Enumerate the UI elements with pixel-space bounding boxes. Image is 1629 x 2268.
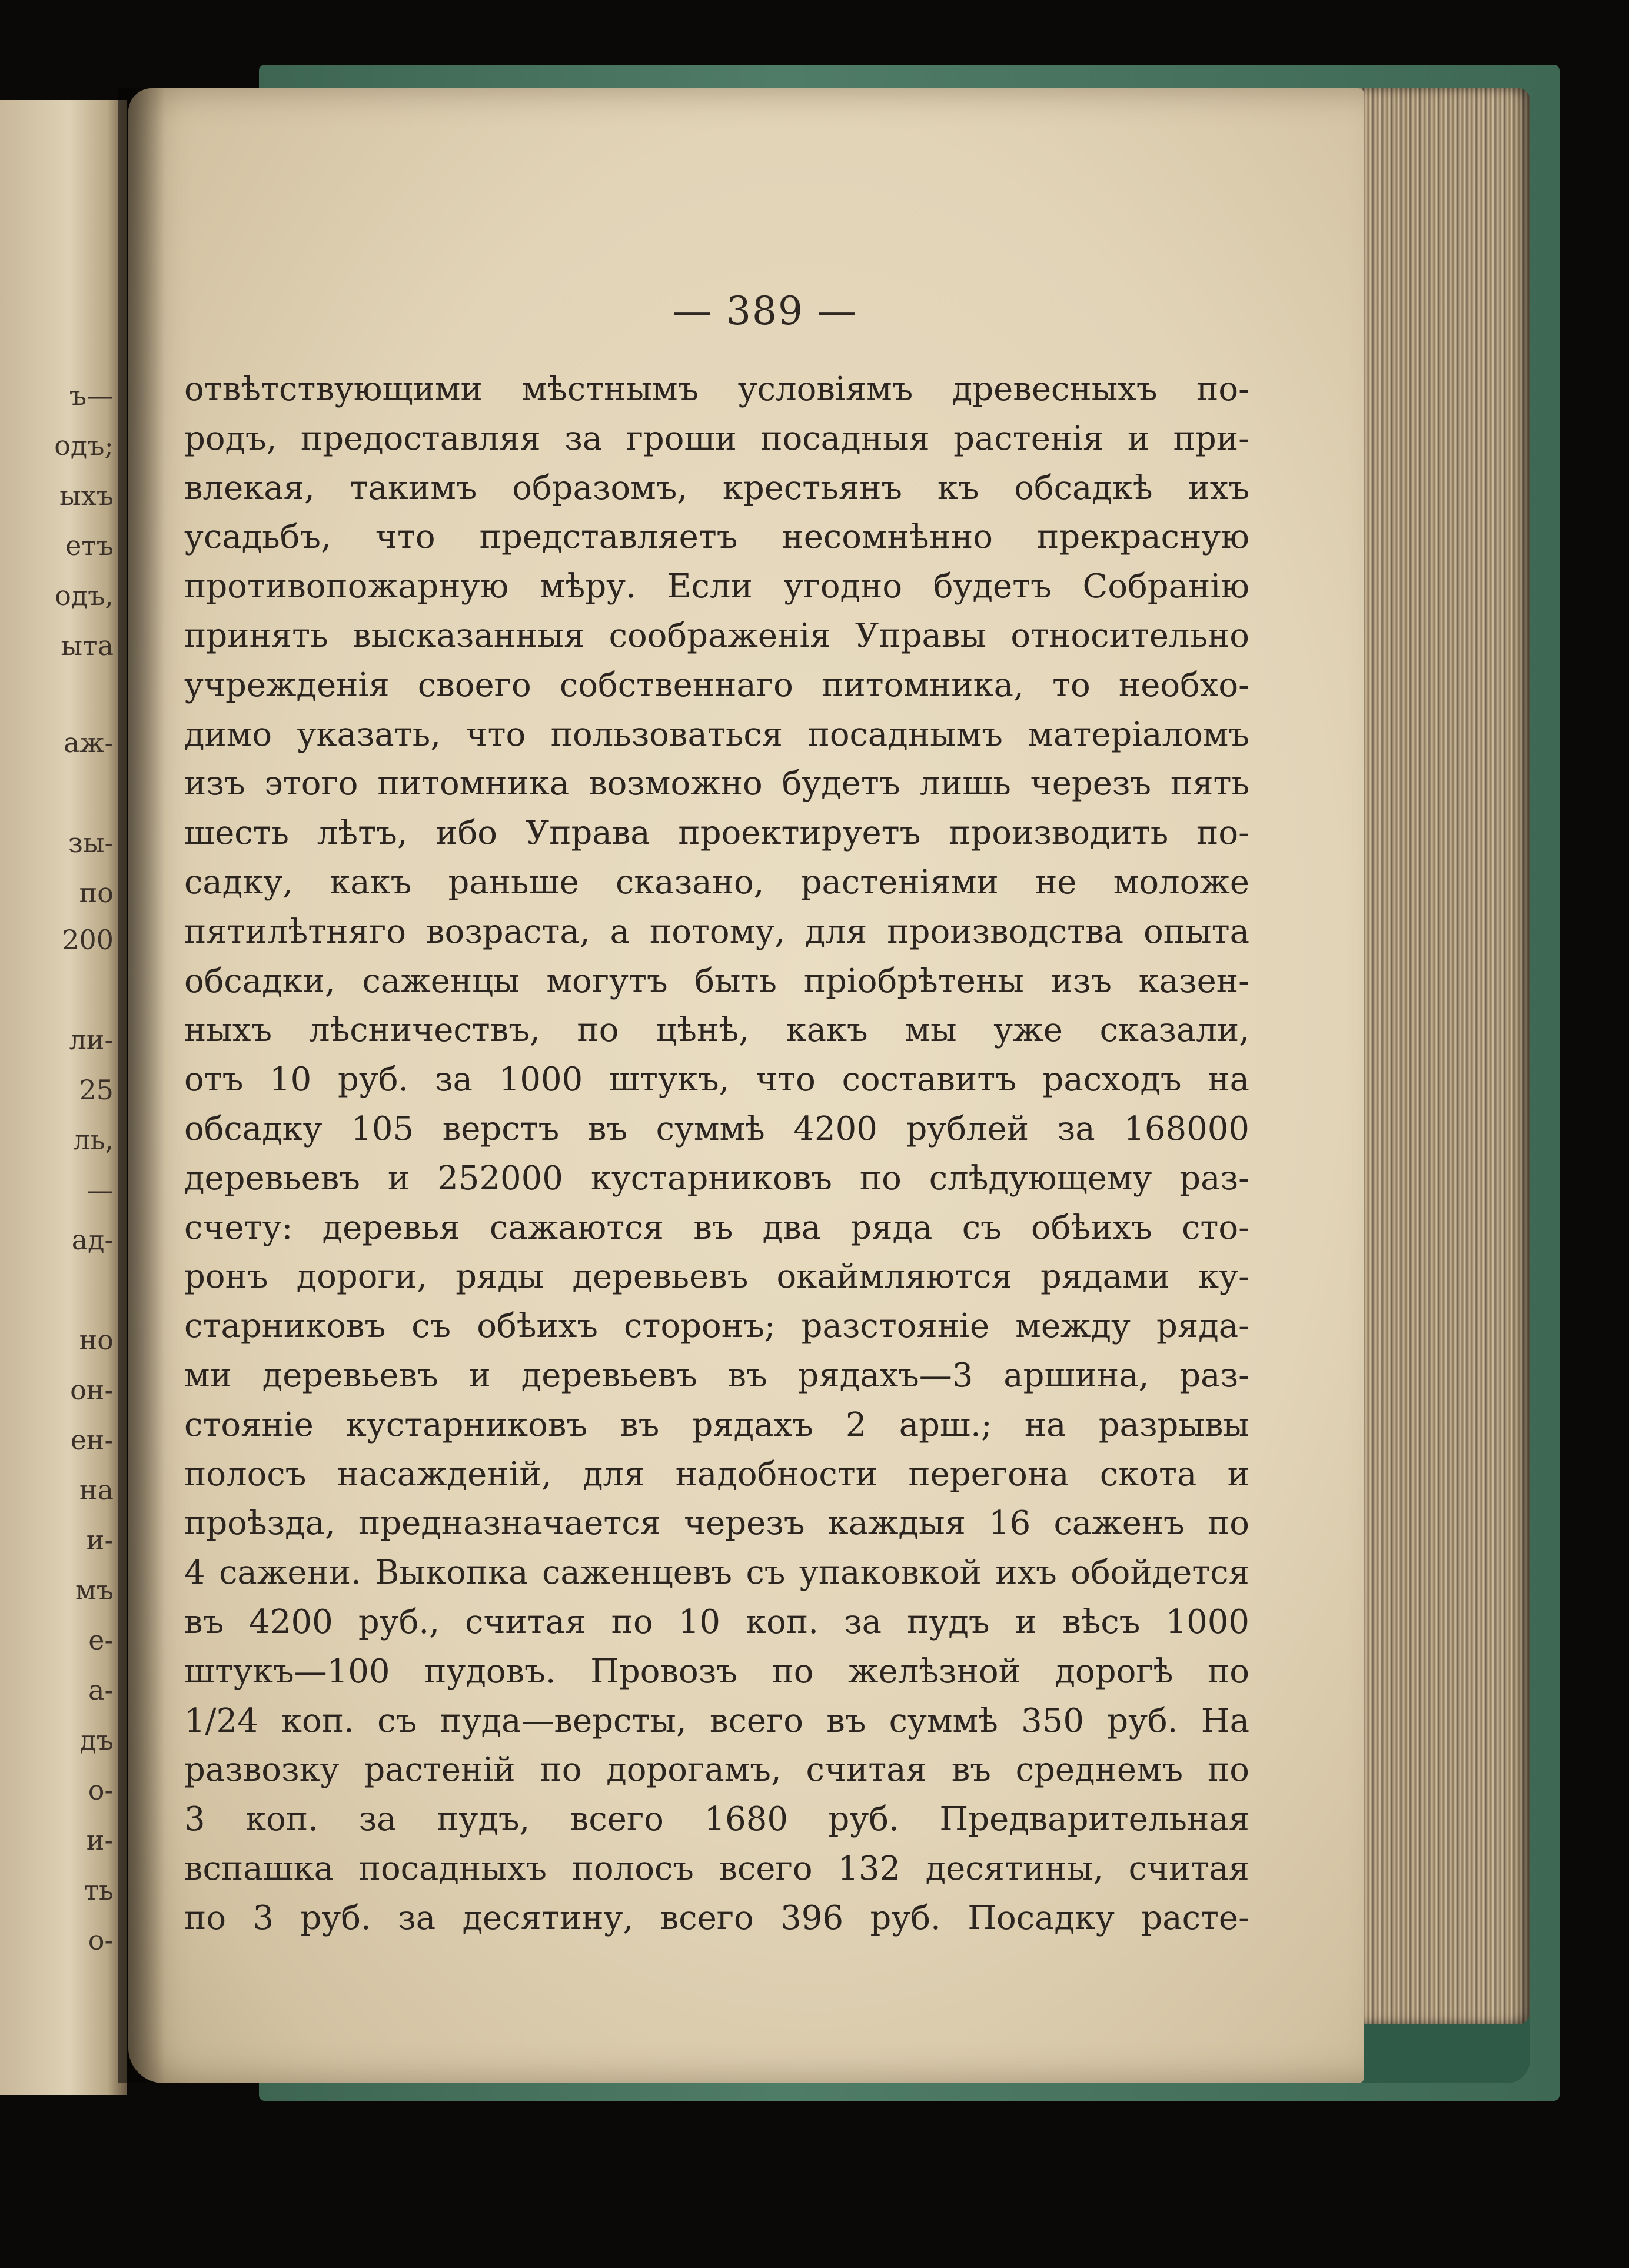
text-line: проѣзда, предназначается черезъ каждыя 16 саженъ по [184,1504,1249,1543]
gutter-shadow [118,88,165,2083]
left-fragment: но [79,1324,114,1356]
text-line: садку, какъ раньше сказано, растеніями не моложе [184,863,1249,902]
text-line: шесть лѣтъ, ибо Управа проектируетъ производить по- [184,814,1249,853]
left-fragment: — [87,1174,114,1206]
left-fragment: и- [86,1824,114,1856]
text-line: въ 4200 руб., считая по 10 коп. за пудъ и вѣсъ 1000 [184,1602,1249,1641]
left-fragment: дъ [79,1724,114,1756]
text-line: пятилѣтняго возраста, а потому, для производства опыта [184,912,1249,951]
left-fragment: на [79,1474,114,1506]
text-line: противопожарную мѣру. Если угодно будетъ Собранію [184,567,1249,606]
left-fragment: ли- [69,1024,114,1056]
text-line: 1/24 коп. съ пуда—версты, всего въ суммѣ 350 руб. На [184,1701,1249,1740]
left-fragment: по [79,877,114,909]
left-fragment: мъ [75,1574,114,1606]
text-line: старниковъ съ обѣихъ сторонъ; разстояніе между ряда- [184,1307,1249,1346]
left-fragment: ъ— [69,380,114,411]
left-fragment: о- [88,1924,114,1956]
left-fragment: аж- [63,727,114,759]
left-fragment: ть [84,1874,114,1906]
page-edges [1354,88,1530,2024]
text-line: учрежденія своего собственнаго питомника, то необхо- [184,666,1249,704]
left-fragment: 200 [62,924,114,956]
right-page [128,88,1364,2083]
text-line: изъ этого питомника возможно будетъ лишь черезъ пять [184,764,1249,803]
text-line: отъ 10 руб. за 1000 штукъ, что составитъ расходъ на [184,1060,1249,1099]
text-line: полосъ насажденій, для надобности перегона скота и [184,1455,1249,1494]
left-fragment: о- [88,1774,114,1806]
body-text [184,365,1249,1943]
text-line: усадьбъ, что представляетъ несомнѣнно прекрасную [184,518,1249,557]
text-line: димо указать, что пользоваться посаднымъ матеріаломъ [184,715,1249,754]
text-line: стояніе кустарниковъ въ рядахъ 2 арш.; на разрывы [184,1405,1249,1444]
left-fragment: и- [86,1524,114,1556]
text-line: счету: деревья сажаются въ два ряда съ обѣихъ сто- [184,1208,1249,1247]
left-fragment: ль, [73,1124,114,1156]
text-line: 4 сажени. Выкопка саженцевъ съ упаковкой ихъ обойдется [184,1554,1249,1592]
left-fragment: е- [88,1624,114,1656]
text-line: 3 коп. за пудъ, всего 1680 руб. Предварительная [184,1800,1249,1839]
left-fragment: 25 [79,1074,114,1106]
left-fragment: етъ [65,530,114,561]
left-fragment: одъ; [54,430,114,461]
left-fragment: а- [88,1674,114,1706]
left-fragment: одъ, [55,580,114,611]
text-line: отвѣтствующими мѣстнымъ условіямъ древесныхъ по- [184,370,1249,408]
text-line: родъ, предоставляя за гроши посадныя растенія и при- [184,419,1249,458]
text-line: вспашка посадныхъ полосъ всего 132 десятины, считая [184,1849,1249,1888]
text-line: деревьевъ и 252000 кустарниковъ по слѣдующему раз- [184,1159,1249,1198]
text-line: штукъ—100 пудовъ. Провозъ по желѣзной дорогѣ по [184,1652,1249,1691]
text-line: обсадку 105 верстъ въ суммѣ 4200 рублей за 168000 [184,1109,1249,1148]
text-line: ронъ дороги, ряды деревьевъ окаймляются рядами ку- [184,1258,1249,1296]
text-line: ми деревьевъ и деревьевъ въ рядахъ—3 аршина, раз- [184,1356,1249,1395]
text-line: ныхъ лѣсничествъ, по цѣнѣ, какъ мы уже сказали, [184,1011,1249,1050]
left-fragment: зы- [68,827,114,859]
page-number: — 389 — [673,288,857,334]
text-line: по 3 руб. за десятину, всего 396 руб. Посадку расте- [184,1898,1249,1937]
left-fragment: ен- [70,1424,114,1456]
text-line: принять высказанныя соображенія Управы относительно [184,616,1249,655]
left-fragment: ыта [61,630,114,661]
left-fragment: он- [70,1374,114,1406]
left-fragment: ыхъ [59,480,114,511]
text-line: влекая, такимъ образомъ, крестьянъ къ обсадкѣ ихъ [184,468,1249,507]
text-line: обсадки, саженцы могутъ быть пріобрѣтены изъ казен- [184,962,1249,1000]
left-page [0,100,127,2095]
left-fragment: ад- [71,1224,114,1256]
text-line: развозку растеній по дорогамъ, считая въ среднемъ по [184,1751,1249,1790]
